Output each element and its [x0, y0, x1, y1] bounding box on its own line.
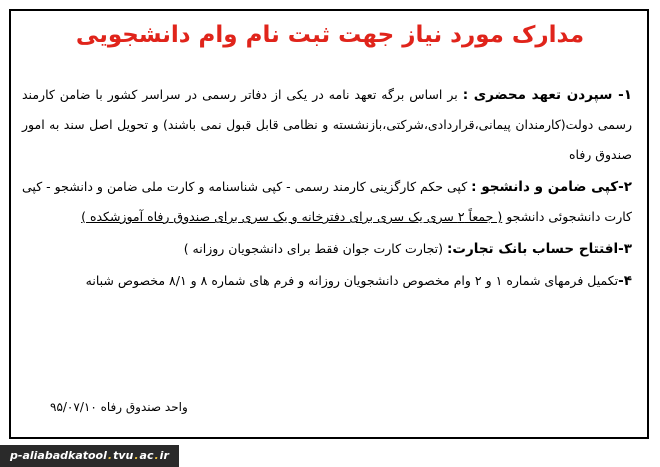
item-number: ۴-	[618, 273, 632, 289]
item-number: ۱-	[612, 87, 632, 103]
item-heading: افتتاح حساب بانک تجارت:	[447, 241, 619, 257]
item-text: کپی حکم کارگزینی کارمند رسمی - کپی شناسنامه و کارت ملی ضامن و دانشجو - کپی کارت دانشجوئی دانشجو	[22, 179, 632, 224]
item-text: (تجارت کارت جوان فقط برای دانشجویان روزانه )	[183, 241, 448, 256]
item-text: تکمیل فرمهای شماره ۱ و ۲ وام مخصوص دانشجویان روزانه و فرم های شماره ۸ و ۸/۱ مخصوص شبانه	[85, 273, 619, 288]
page-title: مدارک مورد نیاز جهت ثبت نام وام دانشجویی	[75, 22, 585, 48]
watermark-dot: .	[154, 449, 159, 462]
list-item-1	[22, 80, 632, 170]
item-highlight: ( جمعاً ۲ سری یک سری برای دفترخانه و یک سری برای صندوق رفاه آموزشکده )	[81, 209, 503, 224]
list-item-4	[22, 266, 632, 296]
watermark-part: tvu	[113, 449, 134, 462]
item-number: ۳-	[618, 241, 632, 257]
watermark-part: p-aliabadkatool	[10, 449, 107, 462]
requirements-list	[22, 80, 632, 296]
watermark-dot: .	[134, 449, 139, 462]
watermark-part: ac	[139, 449, 154, 462]
item-number: ۲-	[618, 179, 632, 195]
website-watermark	[0, 445, 179, 467]
item-heading: سپردن تعهد محضری :	[462, 87, 613, 103]
list-item-2	[22, 172, 632, 232]
watermark-dot: .	[107, 449, 113, 462]
list-item-3	[22, 234, 632, 264]
footer-signature: واحد صندوق رفاه ۹۵/۰۷/۱۰	[50, 400, 188, 414]
item-heading: کپی ضامن و دانشجو :	[471, 179, 619, 195]
item-text: بر اساس برگه تعهد نامه در یکی از دفاتر رسمی در سراسر کشور با ضامن کارمند رسمی دولت(کارمندان پیمانی،قراردادی،شرکتی،بازنشسته و نظامی قابل قبول نمی باشند) و تحویل اصل سند به امور صندوق رفاه	[22, 87, 632, 162]
watermark-part: ir	[159, 449, 169, 462]
